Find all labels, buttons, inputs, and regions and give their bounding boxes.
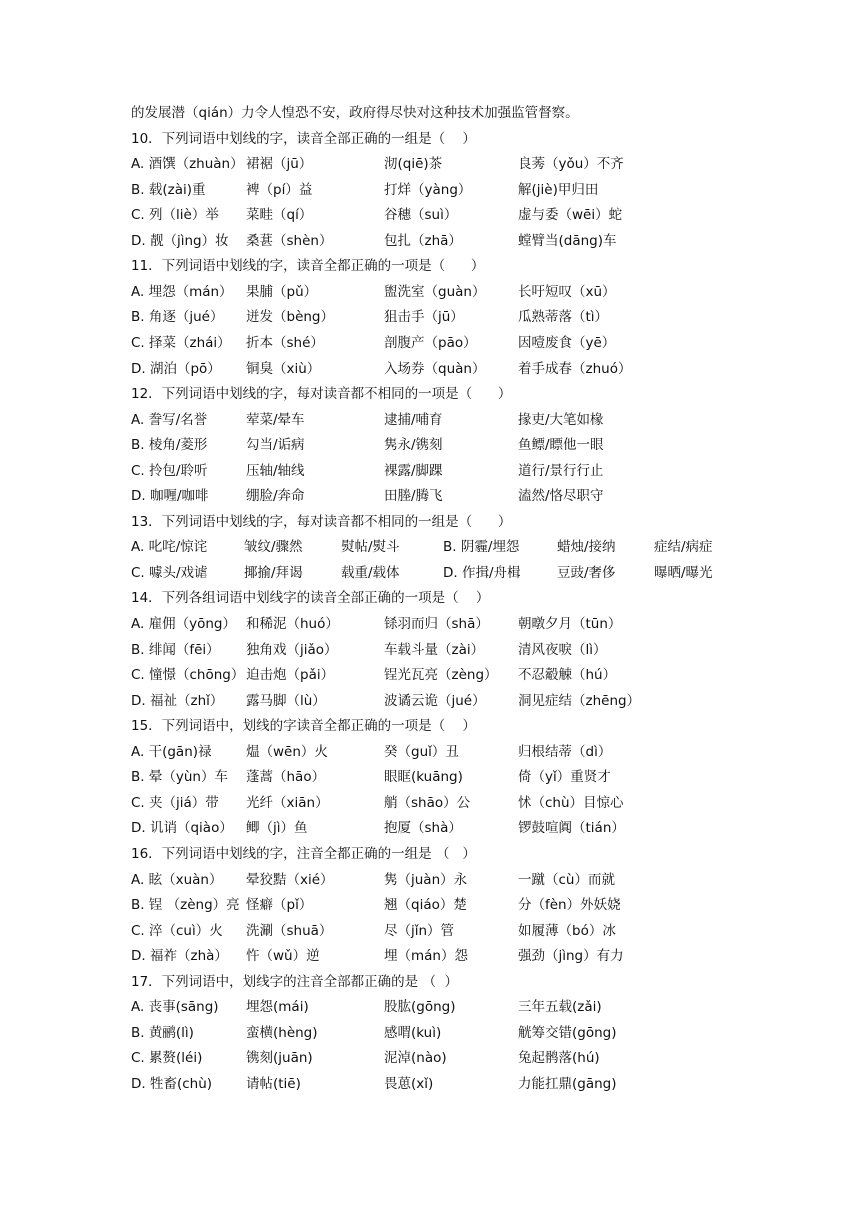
question-stem: 16．下列词语中划线的字，注音全都正确的一组是 （ ） [131, 845, 476, 862]
option-item: 埋怨(mái) [246, 999, 309, 1016]
option-item: D. 讥诮（qiào） [131, 820, 233, 837]
option-item: 菜畦（qí） [246, 207, 313, 224]
option-item: 症结/病症 [654, 539, 713, 556]
option-item: 忤（wǔ）逆 [246, 948, 320, 965]
option-item: 埋（mán）怨 [384, 948, 468, 965]
option-item: 道行/景行行止 [518, 462, 604, 479]
option-item: 怵（chù）目惊心 [518, 794, 624, 811]
option-item: 瓜熟蒂落（tì） [518, 309, 609, 326]
option-item: 盥洗室（guàn） [384, 283, 486, 300]
option-item: C. 噱头/戏谑 [131, 564, 208, 581]
option-item: 力能扛鼎(gāng) [518, 1075, 617, 1092]
option-item: 煴（wēn）火 [246, 743, 328, 760]
option-item: A. 丧事(sāng) [131, 999, 219, 1016]
question-stem: 17．下列词语中，划线字的注音全部都正确的是 （ ） [131, 973, 459, 990]
option-item: 溘然/恪尽职守 [518, 488, 604, 505]
option-item: 抱厦（shà） [384, 820, 462, 837]
option-item: B. 角逐（jué） [131, 309, 224, 326]
option-item: 请帖(tiē) [246, 1075, 301, 1092]
option-item: 强劲（jìng）有力 [518, 948, 624, 965]
option-item: 因噎废食（yē） [518, 334, 616, 351]
option-item: 裙裾（jū） [246, 156, 313, 173]
option-item: 皱纹/骤然 [244, 539, 303, 556]
option-item: 波谲云诡（jué） [384, 692, 486, 709]
option-item: 谷穗（suì） [384, 207, 458, 224]
question-stem: 15．下列词语中，划线的字读音全都正确的一项是（ ） [131, 718, 476, 735]
option-item: B. 阴霾/埋怨 [443, 539, 520, 556]
option-item: A. 雇佣（yōng） [131, 616, 236, 632]
option-item: C. 憧憬（chōng） [131, 667, 245, 684]
option-item: 着手成春（zhuó） [518, 360, 632, 377]
option-item: 畏葸(xǐ) [384, 1075, 434, 1092]
option-item: 蛮横(hèng) [246, 1024, 318, 1041]
option-item: 螳臂当(dāng)车 [518, 232, 617, 249]
option-item: B. 绯闻（fēi） [131, 641, 220, 658]
option-item: 露马脚（lù） [246, 692, 326, 709]
option-item: 不忍觳觫（hú） [518, 667, 617, 684]
option-item: 清风夜唳（lì） [518, 641, 607, 658]
option-item: A. 酒馔（zhuàn） [131, 156, 244, 173]
option-item: 泥淖(nào) [384, 1050, 447, 1067]
option-item: 分（fèn）外妖娆 [518, 897, 621, 914]
option-item: 鱼鳔/瞟他一眼 [518, 437, 604, 454]
option-item: 铜臭（xiù） [246, 360, 321, 377]
option-item: D. 作揖/舟楫 [443, 564, 521, 581]
option-item: 折本（shé） [246, 334, 324, 351]
option-item: 虚与委（wēi）蛇 [518, 207, 623, 224]
option-item: 锃光瓦亮（zèng） [384, 667, 498, 684]
option-item: B. 黄鹂(lì) [131, 1024, 194, 1041]
option-item: 洗涮（shuā） [246, 922, 333, 939]
option-item: 鲫（jì）鱼 [246, 820, 308, 837]
option-item: D. 湖泊（pō） [131, 360, 221, 377]
option-item: 独角戏（jiǎo） [246, 641, 338, 658]
option-item: C. 夹（jiá）带 [131, 794, 219, 811]
option-item: 绷脸/奔命 [246, 488, 305, 505]
option-item: 归根结蒂（dì） [518, 743, 612, 760]
option-item: 感喟(kuì) [384, 1024, 442, 1041]
paragraph-text: 的发展潜（qián）力令人惶恐不安，政府得尽快对这种技术加强监管督察。 [131, 105, 579, 121]
option-item: 蜡烛/接纳 [557, 539, 616, 556]
option-item: 车载斗量（zài） [384, 641, 485, 658]
option-item: 打烊（yàng） [384, 181, 472, 198]
option-item: A. 誊写/名誉 [131, 411, 208, 428]
option-item: A. 叱咤/惊诧 [131, 539, 208, 556]
option-item: 迸发（bèng） [246, 309, 335, 326]
option-item: 翘（qiáo）楚 [384, 897, 467, 914]
option-item: 裸露/脚踝 [384, 462, 443, 479]
option-item: D. 咖喱/咖啡 [131, 488, 209, 505]
option-item: 铩羽而归（shā） [384, 616, 489, 632]
option-item: 揶揄/拜谒 [244, 564, 303, 581]
option-item: 果脯（pǔ） [246, 283, 318, 300]
option-item: 晕狡黠（xié） [246, 871, 334, 888]
option-item: 三年五载(zǎi) [518, 999, 602, 1016]
option-item: 怪癖（pǐ） [246, 897, 313, 914]
option-item: 压轴/轴线 [246, 462, 305, 479]
option-item: 兔起鹘落(hú) [518, 1050, 600, 1067]
option-item: 豆豉/奢侈 [557, 564, 616, 581]
option-item: 狙击手（jū） [384, 309, 464, 326]
option-item: 曝晒/曝光 [654, 564, 713, 581]
option-item: 觥筹交错(gōng) [518, 1024, 617, 1041]
option-item: 倚（yǐ）重贤才 [518, 769, 611, 786]
option-item: 熨帖/熨斗 [341, 539, 400, 556]
option-item: D. 靓（jìng）妆 [131, 232, 229, 249]
option-item: A. 埋怨（mán） [131, 283, 233, 300]
option-item: 田塍/腾飞 [384, 488, 443, 505]
option-item: 和稀泥（huó） [246, 616, 339, 632]
option-item: B. 锃 （zèng）亮 [131, 897, 240, 914]
option-item: 尽（jǐn）管 [384, 922, 455, 939]
option-item: C. 列（liè）举 [131, 207, 219, 224]
question-stem: 13．下列词语中划线的字，每对读音都不相同的一组是（ ） [131, 513, 512, 530]
option-item: 沏(qiē)茶 [384, 156, 443, 173]
option-item: 光纤（xiān） [246, 794, 329, 811]
option-item: C. 淬（cuì）火 [131, 922, 223, 939]
option-item: B. 载(zài)重 [131, 181, 206, 198]
option-item: 隽永/镌刻 [384, 437, 443, 454]
option-item: 一蹴（cù）而就 [518, 871, 615, 888]
option-item: 朝暾夕月（tūn） [518, 616, 622, 632]
option-item: 剖腹产（pāo） [384, 334, 477, 351]
option-item: C. 拎包/聆听 [131, 462, 208, 479]
option-item: 洞见症结（zhēng） [518, 692, 641, 709]
option-item: A. 干(gān)禄 [131, 743, 212, 760]
option-item: B. 晕（yùn）车 [131, 769, 228, 786]
option-item: 镌刻(juān) [246, 1050, 313, 1067]
option-item: 入场券（quàn） [384, 360, 486, 377]
option-item: 裨（pí）益 [246, 181, 313, 198]
option-item: 迫击炮（pǎi） [246, 667, 335, 684]
option-item: 锣鼓喧阗（tián） [518, 820, 625, 837]
question-stem: 14．下列各组词语中划线字的读音全部正确的一项是（ ） [131, 590, 490, 607]
option-item: 解(jiè)甲归田 [518, 181, 599, 198]
option-item: 掾吏/大笔如椽 [518, 411, 604, 428]
option-item: 桑葚（shèn） [246, 232, 333, 249]
question-stem: 12．下列词语中划线的字，每对读音都不相同的一项是（ ） [131, 386, 512, 403]
option-item: 癸（guǐ）丑 [384, 743, 459, 760]
option-item: D. 福祚（zhà） [131, 948, 228, 965]
option-item: 长吁短叹（xū） [518, 283, 616, 300]
option-item: 艄（shāo）公 [384, 794, 471, 811]
option-item: 眼眶(kuāng) [384, 769, 463, 786]
question-stem: 10．下列词语中划线的字，读音全部正确的一组是（ ） [131, 130, 476, 147]
option-item: 蓬蒿（hāo） [246, 769, 326, 786]
option-item: D. 福祉（zhǐ） [131, 692, 224, 709]
option-item: B. 棱角/菱形 [131, 437, 208, 454]
option-item: C. 择菜（zhái） [131, 334, 231, 351]
option-item: 股肱(gōng) [384, 999, 456, 1016]
option-item: D. 牲畜(chù) [131, 1075, 213, 1092]
option-item: 包扎（zhā） [384, 232, 462, 249]
option-item: C. 累赘(léi) [131, 1050, 203, 1067]
option-item: 如履薄（bó）冰 [518, 922, 616, 939]
option-item: 荤菜/晕车 [246, 411, 305, 428]
option-item: 载重/载体 [341, 564, 400, 581]
option-item: A. 眩（xuàn） [131, 871, 223, 888]
option-item: 逮捕/哺育 [384, 411, 443, 428]
option-item: 隽（juàn）永 [384, 871, 468, 888]
option-item: 勾当/诟病 [246, 437, 305, 454]
option-item: 良莠（yǒu）不齐 [518, 156, 624, 173]
question-stem: 11．下列词语中划线的字，读音全都正确的一项是（ ） [131, 258, 485, 275]
